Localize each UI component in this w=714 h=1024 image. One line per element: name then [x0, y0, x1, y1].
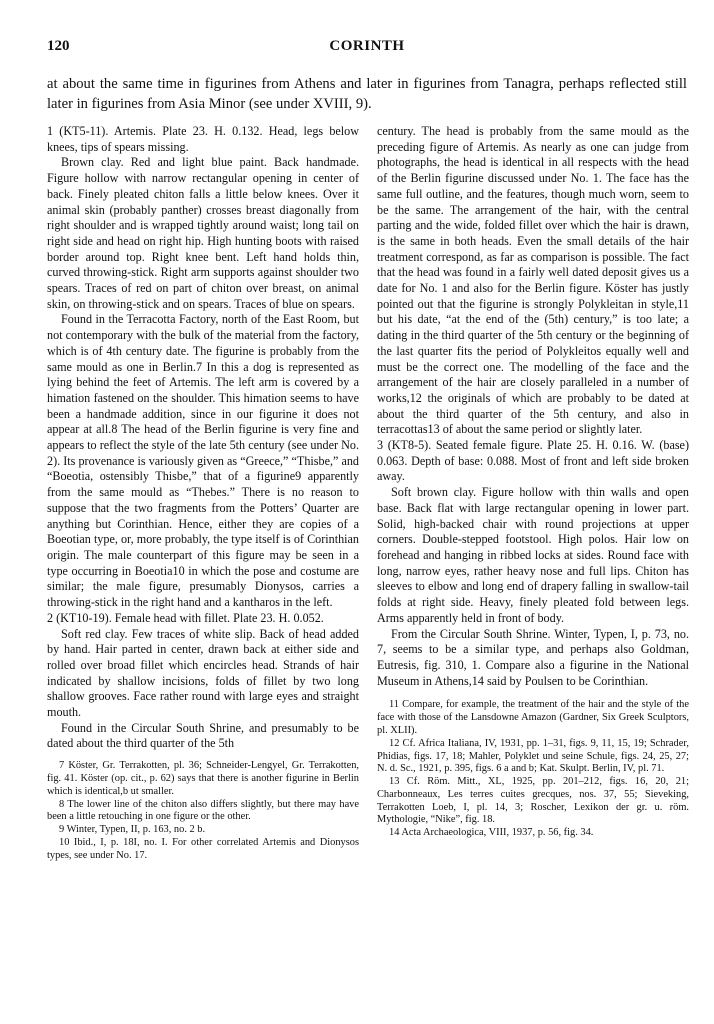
- running-head-title: CORINTH: [329, 38, 405, 54]
- footnote-11: 11 Compare, for example, the treatment of the hair and the style of the face with those of the Lansdowne Amazon (Gardner, Six Greek Sculptors, pl. XLII).: [377, 699, 689, 736]
- footnote-9: 9 Winter, Typen, II, p. 163, no. 2 b.: [59, 824, 206, 836]
- right-column: [377, 124, 689, 840]
- catalogue-entry-1-heading: 1 (KT5-11). Artemis. Plate 23. H. 0.132. Head, legs below knees, tips of spears missing.: [47, 124, 359, 154]
- page: [47, 38, 689, 861]
- footnote-14: 14 Acta Archaeologica, VIII, 1937, p. 56, fig. 34.: [389, 827, 594, 839]
- footnote-8: 8 The lower line of the chiton also differs slightly, but there may have been a little retouching in one figure or the other.: [47, 798, 359, 823]
- footnotes-left: [47, 760, 359, 862]
- footnote-13: 13 Cf. Röm. Mitt., XL, 1925, pp. 201–212, figs. 16, 20, 21; Charbonneaux, Les terres cuites grecques, nos. 37, 55; Sieveking, Terrakotten Loeb, I, pl. 14, 3; Roscher, Lexikon der gr. u. röm. Mythologie, “Nike”, fig. 18.: [377, 776, 689, 826]
- catalogue-entry-2-heading: 2 (KT10-19). Female head with fillet. Plate 23. H. 0.052.: [47, 610, 324, 625]
- catalogue-entry-3-heading: 3 (KT8-5). Seated female figure. Plate 25. H. 0.16. W. (base) 0.063. Depth of base: 0.088. Most of front and left side broken away.: [377, 438, 689, 484]
- catalogue-entry-3-description: Soft brown clay. Figure hollow with thin walls and open base. Back flat with large rectangular opening in lower part. Solid, high-backed chair with round projections at upper corners. Double-stepped footstool. High polos. Hair low on forehead and hanging in ribbed locks at sides. Round face with long, narrow eyes, rather heavy nose and full lips. Chiton has sleeves to elbow and long end of drapery falling in swallow-tail folds at right side. Heavy, finely pleated fold between legs. Arms apparently held in front of body.: [377, 485, 689, 625]
- left-column: [47, 124, 359, 863]
- catalogue-entry-2-description: Soft red clay. Few traces of white slip. Back of head added by hand. Hair parted in center, drawn back at either side and rolled over broad fillet which encircles head. Strands of hair indicated by shallow incisions, folds of fillet by two long shallow grooves. Face rather round with large eyes and straight mouth.: [47, 626, 359, 720]
- catalogue-entry-2-continued: century. The head is probably from the same mould as the preceding figure of Artemis. As nearly as one can judge from photographs, the head is identical in all respects with the head of the Berlin figurine discussed under No. 1. The face has the same full outline, and the features, though much worn, seem to be the same. The arrangement of the hair, with the central parting and the wide, folded fillet over which the hair is drawn, is the same in both heads. Even the small details of the hair treatment correspond, as far as comparison is possible. The fact that the head was found in a fairly well dated deposit gives us a date for No. 1 and also for the Berlin figure. Köster has justly pointed out that the figurine is strongly Polykleitan in style,11 but his date, “at the end of the (5th) century,” is too late; a dating in the third quarter of the 5th century or the beginning of the last quarter fits the period of Polykleitos equally well and must be the correct one. The modelling of the face and the arrangement of the hair are closely paralleled in a number of works,12 the originals of which are probably to be dated at about the third quarter of the 5th century, and also in terracottas13 of about the same period or slightly later.: [377, 124, 689, 437]
- catalogue-entry-1-discussion: Found in the Terracotta Factory, north of the East Room, but not contemporary with the bulk of the material from the factory, which is of 4th century date. The figurine is probably from the same mould as one in Berlin.7 In this a dog is represented as lying behind the feet of Artemis. The left arm is covered by a himation fastened on the shoulder. This himation seems to have been a handmade addition, since in our figurine it does not appear at all.8 The head of the Berlin figurine is very fine and appears to reflect the style of the late 5th century (see under No. 2). Its provenance is variously given as “Greece,” “Thisbe,” and “Boeotia, ostensibly Thisbe,” that of a figurine9 apparently from the same mould as “Thebes.” There is no reason to suppose that the two fragments from the Potters’ Quarter are anything but Corinthian. Hence, either they are copies of a Boeotian type, or, more probably, the type itself is of Corinthian origin. The male counterpart of this figure may be seen in a type occurring in Boeotia10 in which the pose and costume are similar; the male figure, presumably Dionysos, carries a throwing-stick in the right hand and a kantharos in the left.: [47, 312, 359, 610]
- catalogue-entry-1-description: Brown clay. Red and light blue paint. Back handmade. Figure hollow with narrow rectangular opening in center of back. Finely pleated chiton falls a little below knees. Over it animal skin (probably panther) crosses breast diagonally from right shoulder and is wrapped tightly around waist; long tail on right side and head on right hip. High hunting boots with raised border around top. Right knee bent. Left hand holds thin, curved throwing-stick. Right arm supports against shoulder two spears. Traces of red on part of chiton over breast, on animal skin, on throwing-stick and on spears. Traces of blue on spears.: [47, 155, 359, 311]
- catalogue-entry-3-discussion: From the Circular South Shrine. Winter, Typen, I, p. 73, no. 7, seems to be a similar type, and perhaps also Goldman, Eutresis, fig. 310, 1. Compare also a figurine in the National Museum in Athens,14 said by Poulsen to be Corinthian.: [377, 626, 689, 688]
- footnote-7: 7 Köster, Gr. Terrakotten, pl. 36; Schneider-Lengyel, Gr. Terrakotten, fig. 41. Köster (op. cit., p. 62) says that there is another figurine in Berlin which is identical,b ut smaller.: [47, 760, 359, 797]
- footnote-10: 10 Ibid., I, p. 18I, no. I. For other correlated Artemis and Dionysos types, see under No. 17.: [47, 836, 359, 861]
- intro-paragraph: at about the same time in figurines from Athens and later in figurines from Tanagra, perhaps reflected still later in figurines from Asia Minor (see under XVIII, 9).: [47, 76, 687, 112]
- running-header: [47, 38, 687, 60]
- catalogue-entry-2-discussion: Found in the Circular South Shrine, and presumably to be dated about the third quarter of the 5th: [47, 720, 359, 751]
- footnote-12: 12 Cf. Africa Italiana, IV, 1931, pp. 1–31, figs. 9, 11, 15, 19; Schrader, Phidias, figs. 17, 18; Mahler, Polyklet und seine Schule, figs. 24, 25, 27; N. d. Sc., 1921, p. 395, figs. 6 a and b; Kat. Skulpt. Berlin, IV, pl. 71.: [377, 737, 689, 775]
- page-number: 120: [47, 38, 70, 54]
- footnotes-right: [377, 699, 689, 840]
